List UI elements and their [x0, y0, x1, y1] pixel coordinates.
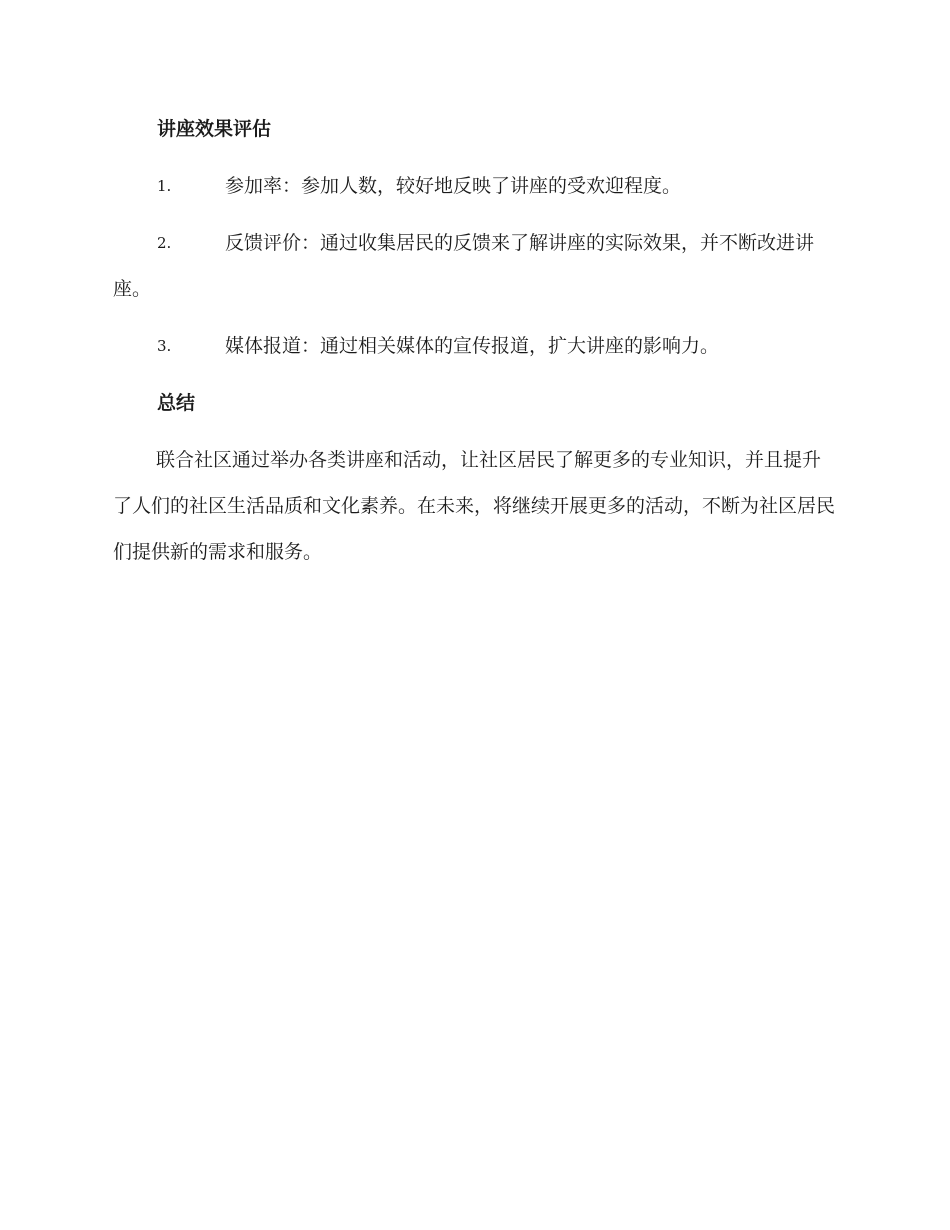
- summary-paragraph: 联合社区通过举办各类讲座和活动，让社区居民了解更多的专业知识，并且提升了人们的社区生活品质和文化素养。在未来，将继续开展更多的活动，不断为社区居民们提供新的需求和服务。: [113, 449, 836, 563]
- list-item-text: 参加率：参加人数，较好地反映了讲座的受欢迎程度。: [225, 175, 682, 197]
- list-item: [113, 163, 843, 209]
- list-item: [113, 220, 843, 312]
- section-heading-evaluation: 讲座效果评估: [157, 118, 272, 140]
- list-item: [113, 323, 843, 369]
- section-heading-summary: 总结: [157, 392, 196, 414]
- list-item-number: 3.: [157, 337, 172, 355]
- list-item-number: 2.: [157, 234, 172, 252]
- list-item-number: 1.: [157, 177, 172, 195]
- list-item-text: 媒体报道：通过相关媒体的宣传报道，扩大讲座的影响力。: [225, 335, 720, 357]
- list-item-text: 反馈评价：通过收集居民的反馈来了解讲座的实际效果，并不断改进讲座。: [113, 232, 815, 300]
